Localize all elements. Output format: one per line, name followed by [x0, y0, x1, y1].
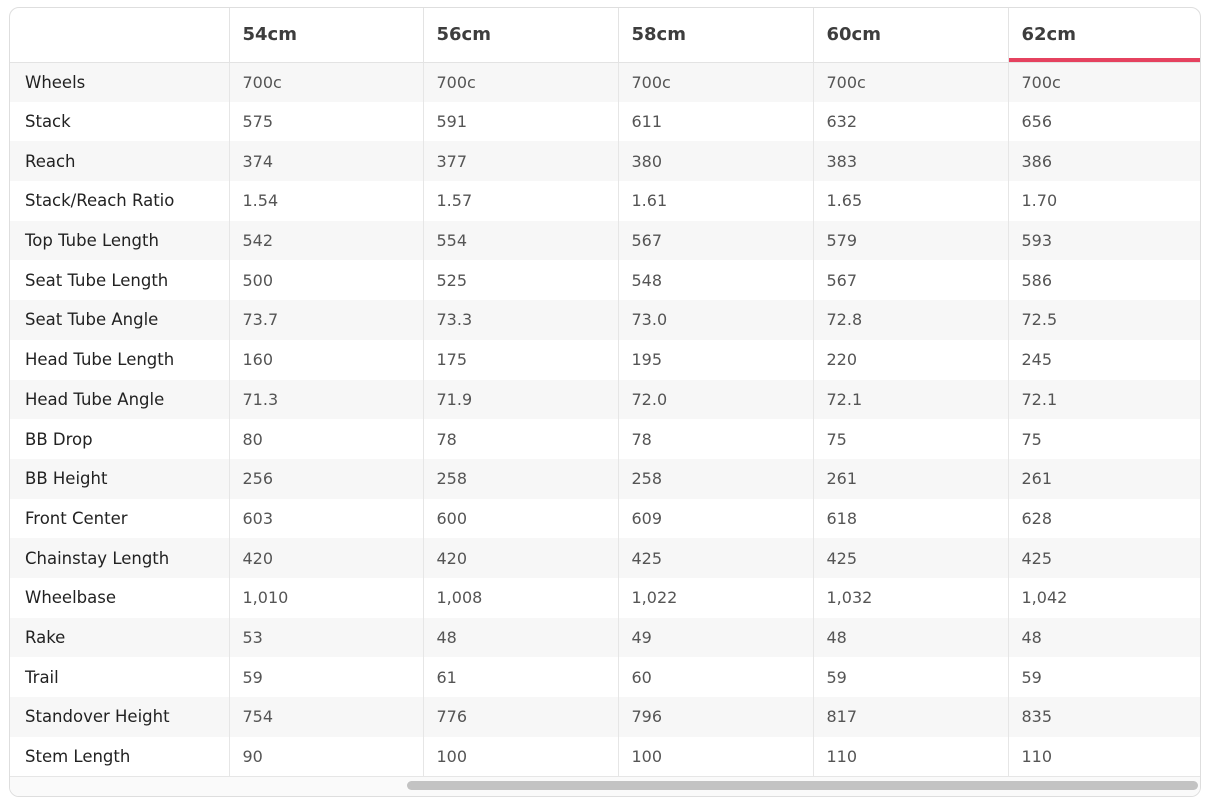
table-row — [10, 618, 1201, 658]
table-cell: 425 — [813, 538, 1008, 578]
table-cell: 377 — [423, 141, 618, 181]
table-cell: 1,022 — [618, 578, 813, 618]
table-cell: 261 — [813, 459, 1008, 499]
table-cell: 600 — [423, 499, 618, 539]
header-row — [10, 8, 1201, 62]
geometry-table-body — [10, 62, 1201, 776]
table-cell: 72.1 — [1008, 380, 1201, 420]
table-cell: 420 — [229, 538, 423, 578]
row-label: Seat Tube Length — [10, 260, 229, 300]
table-cell: 500 — [229, 260, 423, 300]
table-cell: 258 — [423, 459, 618, 499]
horizontal-scrollbar[interactable] — [10, 776, 1200, 796]
row-label: Stack/Reach Ratio — [10, 181, 229, 221]
table-cell: 72.1 — [813, 380, 1008, 420]
table-cell: 59 — [229, 657, 423, 697]
table-row — [10, 697, 1201, 737]
table-cell: 1.54 — [229, 181, 423, 221]
table-row — [10, 578, 1201, 618]
table-cell: 100 — [618, 737, 813, 777]
geometry-table-container — [9, 7, 1201, 797]
table-cell: 700c — [1008, 62, 1201, 102]
table-row — [10, 181, 1201, 221]
header-corner — [10, 8, 229, 62]
row-label: Stem Length — [10, 737, 229, 777]
table-cell: 53 — [229, 618, 423, 658]
table-cell: 554 — [423, 221, 618, 261]
table-cell: 796 — [618, 697, 813, 737]
table-cell: 632 — [813, 102, 1008, 142]
table-cell: 754 — [229, 697, 423, 737]
table-cell: 579 — [813, 221, 1008, 261]
table-row — [10, 459, 1201, 499]
table-row — [10, 300, 1201, 340]
table-cell: 386 — [1008, 141, 1201, 181]
table-cell: 776 — [423, 697, 618, 737]
table-cell: 1.57 — [423, 181, 618, 221]
table-cell: 72.0 — [618, 380, 813, 420]
table-cell: 59 — [1008, 657, 1201, 697]
table-cell: 425 — [1008, 538, 1201, 578]
table-cell: 374 — [229, 141, 423, 181]
table-cell: 48 — [1008, 618, 1201, 658]
size-column-header[interactable]: 58cm — [618, 8, 813, 62]
table-cell: 700c — [229, 62, 423, 102]
table-cell: 700c — [813, 62, 1008, 102]
table-cell: 603 — [229, 499, 423, 539]
table-cell: 100 — [423, 737, 618, 777]
row-label: Chainstay Length — [10, 538, 229, 578]
table-cell: 72.8 — [813, 300, 1008, 340]
table-cell: 1,010 — [229, 578, 423, 618]
table-cell: 591 — [423, 102, 618, 142]
table-cell: 380 — [618, 141, 813, 181]
table-cell: 71.3 — [229, 380, 423, 420]
table-cell: 80 — [229, 419, 423, 459]
scrollbar-thumb[interactable] — [407, 781, 1198, 790]
row-label: Rake — [10, 618, 229, 658]
table-cell: 548 — [618, 260, 813, 300]
table-cell: 48 — [423, 618, 618, 658]
table-cell: 656 — [1008, 102, 1201, 142]
table-cell: 245 — [1008, 340, 1201, 380]
table-cell: 110 — [813, 737, 1008, 777]
row-label: BB Height — [10, 459, 229, 499]
table-cell: 261 — [1008, 459, 1201, 499]
table-cell: 700c — [423, 62, 618, 102]
table-cell: 420 — [423, 538, 618, 578]
table-cell: 60 — [618, 657, 813, 697]
table-cell: 59 — [813, 657, 1008, 697]
row-label: Wheels — [10, 62, 229, 102]
row-label: Top Tube Length — [10, 221, 229, 261]
row-label: Trail — [10, 657, 229, 697]
table-cell: 586 — [1008, 260, 1201, 300]
table-cell: 383 — [813, 141, 1008, 181]
row-label: Head Tube Length — [10, 340, 229, 380]
table-cell: 73.0 — [618, 300, 813, 340]
row-label: Stack — [10, 102, 229, 142]
table-cell: 1.70 — [1008, 181, 1201, 221]
table-row — [10, 102, 1201, 142]
table-cell: 258 — [618, 459, 813, 499]
row-label: Wheelbase — [10, 578, 229, 618]
table-cell: 567 — [618, 221, 813, 261]
table-cell: 1.61 — [618, 181, 813, 221]
size-column-header[interactable]: 54cm — [229, 8, 423, 62]
table-cell: 256 — [229, 459, 423, 499]
table-row — [10, 221, 1201, 261]
row-label: Seat Tube Angle — [10, 300, 229, 340]
table-row — [10, 499, 1201, 539]
row-label: Front Center — [10, 499, 229, 539]
table-cell: 75 — [1008, 419, 1201, 459]
row-label: Standover Height — [10, 697, 229, 737]
table-cell: 195 — [618, 340, 813, 380]
table-cell: 61 — [423, 657, 618, 697]
table-cell: 425 — [618, 538, 813, 578]
table-cell: 49 — [618, 618, 813, 658]
table-cell: 835 — [1008, 697, 1201, 737]
row-label: Reach — [10, 141, 229, 181]
table-cell: 1,008 — [423, 578, 618, 618]
table-cell: 1,032 — [813, 578, 1008, 618]
size-column-header[interactable]: 56cm — [423, 8, 618, 62]
table-cell: 73.3 — [423, 300, 618, 340]
table-cell: 567 — [813, 260, 1008, 300]
table-cell: 628 — [1008, 499, 1201, 539]
table-cell: 1.65 — [813, 181, 1008, 221]
table-row — [10, 380, 1201, 420]
row-label: Head Tube Angle — [10, 380, 229, 420]
table-cell: 542 — [229, 221, 423, 261]
table-cell: 78 — [618, 419, 813, 459]
table-cell: 73.7 — [229, 300, 423, 340]
geometry-table — [10, 8, 1201, 776]
table-cell: 817 — [813, 697, 1008, 737]
size-column-header-active[interactable]: 62cm — [1008, 8, 1201, 62]
table-cell: 593 — [1008, 221, 1201, 261]
table-cell: 525 — [423, 260, 618, 300]
table-cell: 48 — [813, 618, 1008, 658]
table-cell: 575 — [229, 102, 423, 142]
table-cell: 609 — [618, 499, 813, 539]
table-row — [10, 340, 1201, 380]
table-cell: 611 — [618, 102, 813, 142]
table-cell: 618 — [813, 499, 1008, 539]
table-row — [10, 62, 1201, 102]
table-row — [10, 260, 1201, 300]
row-label: BB Drop — [10, 419, 229, 459]
table-cell: 71.9 — [423, 380, 618, 420]
table-cell: 72.5 — [1008, 300, 1201, 340]
table-cell: 220 — [813, 340, 1008, 380]
size-column-header[interactable]: 60cm — [813, 8, 1008, 62]
table-row — [10, 538, 1201, 578]
table-row — [10, 737, 1201, 777]
table-cell: 90 — [229, 737, 423, 777]
table-cell: 78 — [423, 419, 618, 459]
table-row — [10, 141, 1201, 181]
table-cell: 1,042 — [1008, 578, 1201, 618]
table-cell: 75 — [813, 419, 1008, 459]
table-row — [10, 657, 1201, 697]
table-row — [10, 419, 1201, 459]
table-cell: 110 — [1008, 737, 1201, 777]
table-cell: 175 — [423, 340, 618, 380]
table-cell: 160 — [229, 340, 423, 380]
table-cell: 700c — [618, 62, 813, 102]
